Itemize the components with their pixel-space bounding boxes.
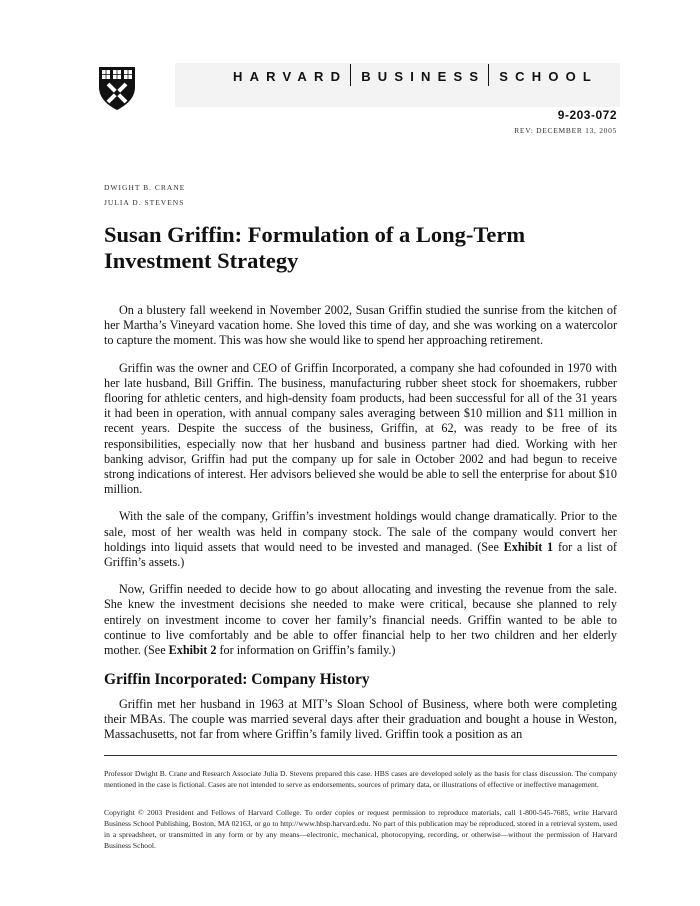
case-number: 9-203-072 [557, 108, 617, 122]
masthead-word-school: SCHOOL [499, 69, 599, 84]
author-name: DWIGHT B. CRANE [104, 183, 186, 192]
exhibit-reference: Exhibit 1 [503, 539, 554, 554]
body-paragraph: Griffin was the owner and CEO of Griffin Incorporated, a company she had cofounded in 1970 with her late husband, Bill Griffin. The business, manufacturing rubber sheet stock for shoemakers, rubber flooring for athletic centers, and high-density foam products, had been successful for all of the 31 years it had been in operation, with annual company sales averaging between $10 million and $11 million in recent years. Despite the success of the business, Griffin, at 62, was ready to be free of its responsibilities, especially now that her husband and business partner had died. Working with her banking advisor, Griffin had put the company up for sale in October 2002 and had begun to receive strong indications of interest. Her advisors believed she would be able to sell the enterprise for about $10 million. [104, 360, 617, 497]
masthead-divider [488, 64, 489, 86]
body-paragraph: Now, Griffin needed to decide how to go about allocating and investing the revenue from the sale. She knew the investment decisions she needed to make were critical, because she planned to rely entirely on investment income to cover her family’s financial needs. Griffin wanted to be able to continue to live comfortably and be able to offer financial help to her two children and her elderly mother. (See Exhibit 2 for information on Griffin’s family.) [104, 582, 617, 658]
section-body [104, 697, 617, 743]
masthead-divider [350, 64, 351, 86]
footnote-copyright: Copyright © 2003 President and Fellows of Harvard College. To order copies or request permission to reproduce materials, call 1-800-545-7685, write Harvard Business School Publishing, Boston, MA 02163, or go to http://www.hbsp.harvard.edu. No part of this publication may be reproduced, stored in a retrieval system, used in a spreadsheet, or transmitted in any form or by any means—electronic, mechanical, photocopying, recording, or otherwise—without the permission of Harvard Business School. [104, 808, 617, 850]
section-heading: Griffin Incorporated: Company History [104, 671, 370, 688]
masthead-word-business: BUSINESS [361, 69, 486, 84]
hbs-shield-logo-icon [97, 65, 137, 111]
revision-date: REV: DECEMBER 13, 2005 [514, 126, 617, 135]
footnote-divider [104, 755, 617, 756]
intro-body [104, 303, 617, 658]
author-name: JULIA D. STEVENS [104, 198, 185, 207]
masthead-word-harvard: HARVARD [233, 69, 348, 84]
footnote-authorship: Professor Dwight B. Crane and Research Associate Julia D. Stevens prepared this case. HBS cases are developed solely as the basis for class discussion. The company mentioned in the case is fictional. Cases are not intended to serve as endorsements, sources of primary data, or illustrations of effective or ineffective management. [104, 769, 617, 789]
body-paragraph: Griffin met her husband in 1963 at MIT’s Sloan School of Business, where both were completing their MBAs. The couple was married several days after their graduation and bought a house in Weston, Massachusetts, not far from where Griffin’s family lived. Griffin took a position as an [104, 697, 617, 742]
body-paragraph: On a blustery fall weekend in November 2002, Susan Griffin studied the sunrise from the kitchen of her Martha’s Vineyard vacation home. She loved this time of day, and she was working on a watercolor to capture the moment. This was how she would like to spend her approaching retirement. [104, 303, 617, 348]
exhibit-reference: Exhibit 2 [168, 643, 217, 658]
body-paragraph: With the sale of the company, Griffin’s investment holdings would change dramatically. Prior to the sale, most of her wealth was held in company stock. The sale of the company would convert her holdings into liquid assets that would need to be invested and managed. (See Exhibit 1 for a list of Griffin’s assets.) [104, 509, 617, 570]
case-title: Susan Griffin: Formulation of a Long-Term Investment Strategy [104, 222, 526, 273]
masthead [233, 64, 598, 86]
